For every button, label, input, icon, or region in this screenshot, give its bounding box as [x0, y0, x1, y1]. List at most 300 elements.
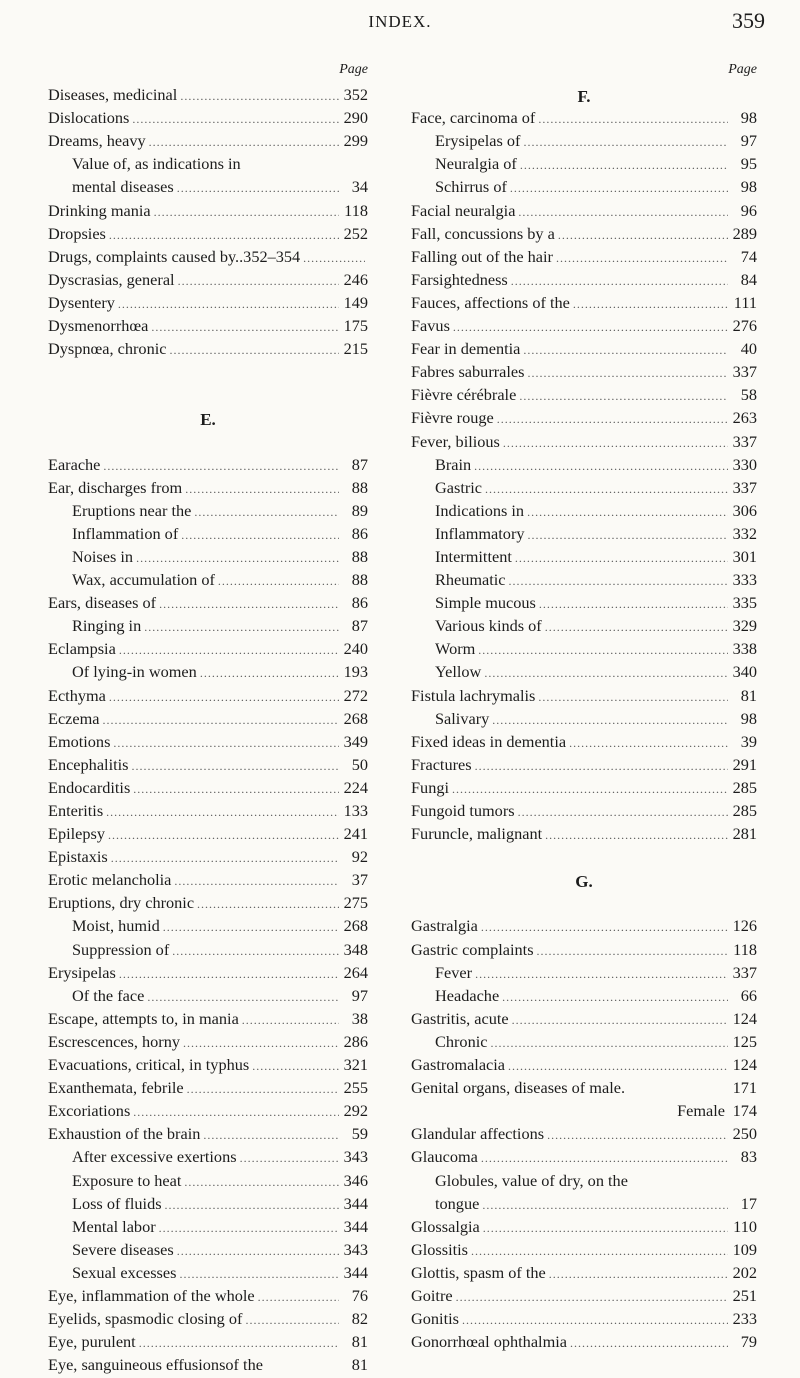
entry-term: Epistaxis [48, 847, 108, 867]
entry-term: Drinking mania [48, 200, 151, 220]
page-reference: 17 [740, 1193, 757, 1213]
page-reference: 252 [343, 223, 368, 243]
dot-leader [203, 1128, 339, 1143]
dot-leader [545, 828, 728, 843]
index-entry [48, 177, 368, 200]
dot-leader [194, 505, 339, 520]
page-reference: 193 [343, 662, 368, 682]
dot-leader [147, 990, 339, 1005]
index-entry [48, 847, 368, 870]
index-entry [411, 501, 757, 524]
dot-leader [172, 944, 339, 959]
index-entry [411, 177, 757, 200]
page-reference: 289 [732, 223, 757, 243]
index-entry [48, 316, 368, 339]
page-reference: 286 [343, 1031, 368, 1051]
dot-leader [471, 1244, 728, 1259]
index-entry [411, 362, 757, 385]
page-reference: 88 [351, 546, 368, 566]
entry-term: Glaucoma [411, 1147, 478, 1167]
entry-term: Exanthemata, febrile [48, 1078, 184, 1098]
index-entry [48, 1309, 368, 1332]
entry-term: Mental labor [72, 1216, 156, 1236]
dot-leader [537, 944, 728, 959]
dot-leader [547, 1128, 728, 1143]
dot-leader [462, 1313, 728, 1328]
entry-term: tongue [435, 1193, 480, 1213]
index-entry [411, 455, 757, 478]
entry-term: Excoriations [48, 1101, 131, 1121]
index-entry [48, 455, 368, 478]
page-reference: 95 [740, 154, 757, 174]
index-entry [48, 986, 368, 1009]
entry-term: Noises in [72, 546, 134, 566]
index-entry [411, 131, 757, 154]
entry-term: Favus [411, 316, 450, 336]
index-entry [411, 1217, 757, 1240]
dot-leader [497, 412, 728, 427]
dot-leader [452, 782, 728, 797]
page-reference: 126 [732, 916, 757, 936]
entry-term: Sexual excesses [72, 1262, 177, 1282]
page-reference: 275 [343, 893, 368, 913]
entry-term: Inflammatory [435, 523, 525, 543]
page-reference: 251 [732, 1285, 757, 1305]
page-reference: 268 [343, 708, 368, 728]
page-reference: 34 [351, 177, 368, 197]
page-reference: 241 [343, 824, 368, 844]
page-reference: 86 [351, 593, 368, 613]
entry-term: Indications in [435, 500, 525, 520]
entry-term: Ears, diseases of [48, 593, 157, 613]
index-entry [48, 662, 368, 685]
entry-term: Various kinds of [435, 616, 542, 636]
dot-leader [569, 736, 728, 751]
entry-term: Dysmenorrhœa [48, 316, 149, 336]
entry-term: Gastric [435, 477, 483, 497]
dot-leader [181, 528, 339, 543]
dot-leader [218, 574, 339, 589]
page-reference: 333 [732, 570, 757, 590]
page-reference: 352 [343, 85, 368, 105]
page-reference: 88 [351, 570, 368, 590]
dot-leader [252, 1059, 339, 1074]
index-entry [48, 1032, 368, 1055]
entry-term: Glandular affections [411, 1124, 545, 1144]
page-reference: 98 [740, 108, 757, 128]
index-entry [411, 408, 757, 431]
page-column-label: Page [339, 62, 368, 77]
page-reference: 281 [732, 824, 757, 844]
page-reference: 97 [740, 131, 757, 151]
entry-term: Intermittent [435, 546, 512, 566]
entry-term: Yellow [435, 662, 482, 682]
dot-leader [475, 967, 728, 982]
entry-term: Furuncle, malignant [411, 824, 543, 844]
entry-term: Goitre [411, 1285, 453, 1305]
index-entry [411, 824, 757, 847]
page-reference: 264 [343, 962, 368, 982]
dot-leader [475, 759, 728, 774]
page-column-label: Page [728, 62, 757, 77]
entry-term: Emotions [48, 731, 111, 751]
index-entry [48, 940, 368, 963]
entry-term: Dyspnœa, chronic [48, 339, 167, 359]
index-entry [411, 1171, 757, 1194]
entry-term: Ringing in [72, 616, 142, 636]
page-reference: 38 [351, 1008, 368, 1028]
entry-term: Fungi [411, 777, 450, 797]
page-reference: 98 [740, 708, 757, 728]
dot-leader [242, 1013, 339, 1028]
dot-leader [523, 135, 728, 150]
index-entry [411, 1101, 757, 1124]
dot-leader [136, 551, 339, 566]
index-entry [48, 85, 368, 108]
dot-leader [482, 1198, 728, 1213]
section-letter-heading: F. [577, 86, 591, 106]
page-reference: 340 [732, 662, 757, 682]
entry-term: Earache [48, 454, 101, 474]
index-entry [48, 1194, 368, 1217]
dot-leader [159, 1221, 339, 1236]
index-entry [48, 1009, 368, 1032]
dot-leader [131, 759, 339, 774]
dot-leader [174, 874, 339, 889]
index-entry [48, 755, 368, 778]
index-entry [411, 1286, 757, 1309]
entry-term: Dysentery [48, 292, 115, 312]
entry-term: Escrescences, horny [48, 1031, 180, 1051]
index-entry [48, 224, 368, 247]
entry-term: Farsightedness [411, 269, 508, 289]
dot-leader [183, 1036, 339, 1051]
index-entry [48, 801, 368, 824]
entry-term: Fall, concussions by a [411, 223, 555, 243]
page-reference: 348 [343, 939, 368, 959]
page-reference: 246 [343, 269, 368, 289]
dot-leader [118, 297, 339, 312]
dot-leader [106, 805, 339, 820]
page-reference: 81 [351, 1332, 368, 1352]
spacer [48, 385, 368, 408]
entry-term: Glossitis [411, 1239, 469, 1259]
index-entry [411, 709, 757, 732]
dot-leader [144, 620, 339, 635]
dot-leader [177, 1244, 339, 1259]
index-entry [411, 755, 757, 778]
index-entry [48, 686, 368, 709]
entry-term: Enteritis [48, 801, 104, 820]
dot-leader [484, 666, 728, 681]
entry-term: Salivary [435, 708, 490, 728]
dot-leader [456, 1290, 728, 1305]
entry-term: Eye, sanguineous effusionsof the [48, 1355, 263, 1375]
page-reference: 224 [343, 777, 368, 797]
dot-leader [538, 690, 728, 705]
index-entry [411, 432, 757, 455]
entry-term: Headache [435, 985, 500, 1005]
page-reference: 124 [732, 1008, 757, 1028]
index-entry [411, 1263, 757, 1286]
page-reference: 343 [343, 1147, 368, 1167]
entry-term: After excessive exertions [72, 1147, 237, 1167]
dot-leader [481, 920, 728, 935]
index-entry [411, 639, 757, 662]
dot-leader [163, 920, 339, 935]
page-reference: 84 [740, 269, 757, 289]
entry-term: Drugs, complaints caused by..352–354 [48, 246, 301, 266]
index-entry [48, 893, 368, 916]
index-entry [411, 154, 757, 177]
index-entry [48, 732, 368, 755]
page-reference: 332 [732, 523, 757, 543]
entry-term: Loss of fluids [72, 1193, 162, 1213]
page-reference: 344 [343, 1262, 368, 1282]
entry-term: Fear in dementia [411, 339, 521, 359]
page-reference: 58 [740, 385, 757, 405]
index-entry [48, 778, 368, 801]
page-reference: 149 [343, 292, 368, 312]
index-entry [411, 1055, 757, 1078]
page-reference: 74 [740, 246, 757, 266]
dot-leader [133, 782, 339, 797]
page-reference: 88 [351, 477, 368, 497]
page-reference: 291 [732, 754, 757, 774]
entry-term: Wax, accumulation of [72, 570, 215, 590]
entry-term: Inflammation of [72, 523, 179, 543]
dot-leader [539, 597, 728, 612]
page-reference: 174 [732, 1101, 757, 1121]
dot-leader [187, 1082, 339, 1097]
page-reference: 92 [351, 847, 368, 867]
index-entry [411, 732, 757, 755]
page-reference: 321 [343, 1055, 368, 1075]
entry-term: Genital organs, diseases of male. [411, 1078, 626, 1098]
index-entry [411, 478, 757, 501]
entry-term: Simple mucous [435, 593, 536, 613]
page-reference: 87 [351, 454, 368, 474]
index-entry [411, 339, 757, 362]
index-entry [411, 1240, 757, 1263]
dot-leader [200, 666, 339, 681]
page-reference: 133 [343, 801, 368, 820]
index-entry [48, 154, 368, 177]
index-entry [48, 270, 368, 293]
index-entry [48, 709, 368, 732]
entry-term: Erysipelas of [435, 131, 521, 151]
entry-term: Fabres saburrales [411, 362, 525, 382]
page-reference: 110 [733, 1216, 757, 1236]
entry-term: Fièvre cérébrale [411, 385, 517, 405]
index-entry [48, 1332, 368, 1355]
dot-leader [139, 1336, 339, 1351]
index-entry [411, 778, 757, 801]
dot-leader [483, 1221, 728, 1236]
entry-term: Eruptions, dry chronic [48, 893, 195, 913]
index-entry [411, 270, 757, 293]
dot-leader [109, 690, 339, 705]
page-reference: 292 [343, 1101, 368, 1121]
dot-leader [556, 251, 728, 266]
entry-term: Dropsies [48, 223, 106, 243]
dot-leader [545, 620, 728, 635]
section-letter-heading: G. [575, 871, 593, 891]
page-reference: 39 [740, 731, 757, 751]
entry-term: Gonorrhœal ophthalmia [411, 1332, 567, 1352]
index-entry [48, 1355, 368, 1378]
page-reference: 335 [732, 593, 757, 613]
page-reference: 125 [732, 1031, 757, 1051]
dot-leader [538, 112, 728, 127]
dot-leader [485, 482, 728, 497]
entry-term: Dislocations [48, 108, 130, 128]
dot-leader [108, 828, 339, 843]
entry-term: Fièvre rouge [411, 408, 494, 428]
page-reference: 250 [732, 1124, 757, 1144]
entry-term: Gonitis [411, 1309, 459, 1329]
dot-leader [573, 297, 728, 312]
page-reference: 59 [351, 1124, 368, 1144]
page-reference: 175 [343, 316, 368, 336]
page-reference: 276 [732, 316, 757, 336]
page-header [0, 6, 800, 36]
index-entry [48, 1055, 368, 1078]
index-entry [48, 593, 368, 616]
entry-term: Fixed ideas in dementia [411, 731, 567, 751]
entry-term: Worm [435, 639, 476, 659]
page-reference: 346 [343, 1170, 368, 1190]
entry-term: Of the face [72, 985, 145, 1005]
dot-leader [178, 274, 339, 289]
entry-term: Facial neuralgia [411, 200, 516, 220]
page-reference: 240 [343, 639, 368, 659]
page-reference: 285 [732, 777, 757, 797]
page-reference: 337 [732, 962, 757, 982]
dot-leader [132, 112, 339, 127]
page-reference: 299 [343, 131, 368, 151]
dot-leader [518, 205, 728, 220]
entry-term: Eclampsia [48, 639, 116, 659]
page-reference: 118 [733, 939, 757, 959]
index-entry [48, 616, 368, 639]
page-reference: 66 [740, 985, 757, 1005]
dot-leader [510, 181, 728, 196]
entry-term: Rheumatic [435, 570, 506, 590]
spacer [411, 893, 757, 916]
page-reference: 37 [351, 870, 368, 890]
page-reference: 344 [343, 1193, 368, 1213]
index-entry [411, 686, 757, 709]
page-reference: 343 [343, 1239, 368, 1259]
index-entry [411, 293, 757, 316]
index-entry [48, 1263, 368, 1286]
page-number: 359 [732, 8, 765, 33]
entry-term: Diseases, medicinal [48, 85, 178, 105]
page-reference: 86 [351, 523, 368, 543]
dot-leader [180, 89, 339, 104]
entry-term: Glottis, spasm of the [411, 1262, 546, 1282]
index-entry [48, 963, 368, 986]
entry-term: Neuralgia of [435, 154, 517, 174]
dot-leader [113, 736, 339, 751]
index-entry [48, 247, 368, 270]
index-entry [48, 1171, 368, 1194]
entry-term: Value of, as indications in [72, 154, 241, 174]
entry-term: Globules, value of dry, on the [435, 1170, 628, 1190]
index-entry [48, 1078, 368, 1101]
entry-term: Eyelids, spasmodic closing of [48, 1309, 243, 1329]
page-reference: 96 [740, 200, 757, 220]
index-entry [411, 1194, 757, 1217]
page-reference: 40 [740, 339, 757, 359]
entry-term: Suppression of [72, 939, 170, 959]
index-entry [411, 916, 757, 939]
page-reference: 329 [732, 616, 757, 636]
index-entry [48, 639, 368, 662]
page-reference: 344 [343, 1216, 368, 1236]
dot-leader [518, 805, 728, 820]
dot-leader [512, 1013, 728, 1028]
index-entry [411, 385, 757, 408]
entry-term: Face, carcinoma of [411, 108, 536, 128]
dot-leader [159, 597, 339, 612]
page-reference: 349 [343, 731, 368, 751]
index-entry [48, 824, 368, 847]
index-entry [411, 662, 757, 685]
page-reference: 79 [740, 1332, 757, 1352]
dot-leader [549, 1267, 728, 1282]
dot-leader [502, 990, 728, 1005]
page-reference: 233 [732, 1309, 757, 1329]
page-reference: 50 [351, 754, 368, 774]
index-entry [411, 1032, 757, 1055]
entry-term: Gastralgia [411, 916, 478, 936]
entry-term: Eruptions near the [72, 500, 192, 520]
entry-term: Fractures [411, 754, 472, 774]
dot-leader [303, 251, 365, 266]
index-entry [411, 524, 757, 547]
dot-leader [154, 205, 339, 220]
spacer [48, 432, 368, 455]
index-entry [411, 940, 757, 963]
index-entry [48, 916, 368, 939]
dot-leader [478, 643, 728, 658]
page-reference: 87 [351, 616, 368, 636]
dot-leader [179, 1267, 339, 1282]
page-reference: 81 [740, 685, 757, 705]
running-title: INDEX. [368, 12, 432, 31]
page-reference: 111 [733, 292, 757, 312]
entry-term: Severe diseases [72, 1239, 174, 1259]
entry-term: mental diseases [72, 177, 174, 197]
index-entry [411, 201, 757, 224]
dot-leader [527, 505, 728, 520]
entry-term: Falling out of the hair [411, 246, 553, 266]
entry-term: Moist, humid [72, 916, 160, 936]
entry-term: Gastromalacia [411, 1055, 506, 1075]
page-reference: 272 [343, 685, 368, 705]
page-reference: 255 [343, 1078, 368, 1098]
dot-leader [511, 274, 728, 289]
index-entry [48, 1286, 368, 1309]
dot-leader [481, 1151, 728, 1166]
index-entry [411, 1124, 757, 1147]
page-reference: 338 [732, 639, 757, 659]
page-reference: 97 [351, 985, 368, 1005]
index-entry [411, 1332, 757, 1355]
page-reference: 263 [732, 408, 757, 428]
